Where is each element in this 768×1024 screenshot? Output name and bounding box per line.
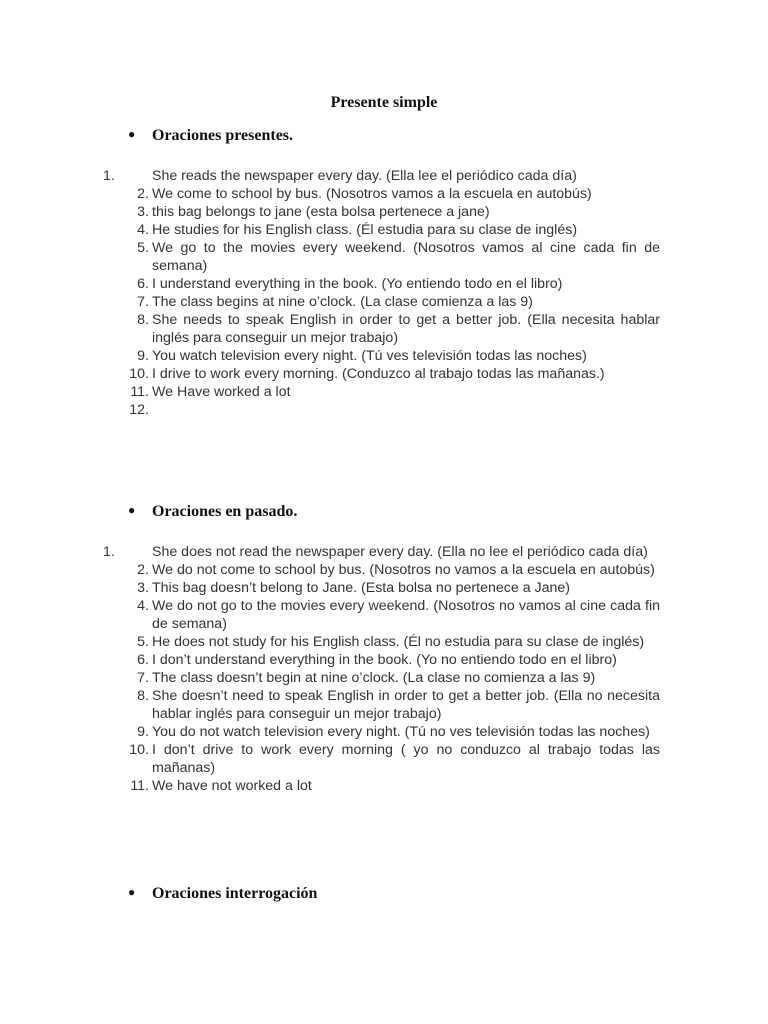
bullet-icon: ●	[128, 885, 136, 899]
item-number: 5.	[137, 240, 149, 256]
bullet-icon: ●	[128, 503, 136, 517]
present-sentences-list	[100, 167, 660, 418]
list-item	[100, 365, 660, 383]
list-item	[100, 347, 660, 365]
section-heading-interrogacion	[128, 885, 317, 905]
list-item	[100, 777, 660, 795]
item-text: this bag belongs to jane (esta bolsa pertenece a jane)	[152, 204, 490, 220]
item-number: 6.	[137, 276, 149, 292]
list-item	[100, 669, 660, 687]
section-heading-text: Oraciones presentes.	[152, 127, 294, 144]
item-number: 7.	[137, 670, 149, 686]
item-number: 2.	[137, 186, 149, 202]
bullet-icon: ●	[128, 127, 136, 141]
item-text: We do not go to the movies every weekend. (Nosotros no vamos al cine cada fin de semana)	[152, 598, 660, 632]
list-item	[100, 221, 660, 239]
item-number: 1.	[103, 544, 115, 560]
item-text: I understand everything in the book. (Yo entiendo todo en el libro)	[152, 276, 563, 292]
list-item	[100, 723, 660, 741]
item-text: She needs to speak English in order to get a better job. (Ella necesita hablar inglés para conseguir un mejor trabajo)	[152, 312, 660, 346]
list-item	[100, 293, 660, 311]
item-number: 2.	[137, 562, 149, 578]
item-text: She reads the newspaper every day. (Ella lee el periódico cada día)	[152, 168, 577, 184]
item-number: 3.	[137, 204, 149, 220]
section-heading-presentes	[128, 127, 293, 147]
item-text: We do not come to school by bus. (Nosotros no vamos a la escuela en autobús)	[152, 562, 655, 578]
item-text: We go to the movies every weekend. (Nosotros vamos al cine cada fin de semana)	[152, 240, 660, 274]
item-number: 12.	[129, 402, 149, 418]
list-item	[100, 383, 660, 401]
item-text: She does not read the newspaper every day. (Ella no lee el periódico cada día)	[152, 544, 648, 560]
item-text: You do not watch television every night. (Tú no ves televisión todas las noches)	[152, 724, 650, 740]
section-heading-text: Oraciones interrogación	[152, 885, 318, 902]
item-number: 3.	[137, 580, 149, 596]
list-item	[100, 167, 660, 185]
list-item	[100, 561, 660, 579]
list-item	[100, 275, 660, 293]
item-number: 4.	[137, 598, 149, 614]
item-number: 6.	[137, 652, 149, 668]
item-text: We come to school by bus. (Nosotros vamos a la escuela en autobús)	[152, 186, 592, 202]
list-item	[100, 203, 660, 221]
list-item	[100, 687, 660, 723]
item-number: 10.	[129, 742, 149, 758]
item-text: He studies for his English class. (Él estudia para su clase de inglés)	[152, 222, 578, 238]
item-text: I don’t understand everything in the book. (Yo no entiendo todo en el libro)	[152, 652, 617, 668]
page-title: Presente simple	[330, 94, 438, 111]
list-item	[100, 185, 660, 203]
item-number: 11.	[130, 778, 149, 794]
item-number: 11.	[130, 384, 149, 400]
item-number: 9.	[137, 724, 149, 740]
item-number: 9.	[137, 348, 149, 364]
item-number: 7.	[137, 294, 149, 310]
item-number: 8.	[137, 688, 149, 704]
list-item	[100, 633, 660, 651]
item-text: We have not worked a lot	[152, 778, 312, 794]
list-item	[100, 651, 660, 669]
list-item	[100, 543, 660, 561]
list-item	[100, 579, 660, 597]
section-heading-text: Oraciones en pasado.	[152, 503, 298, 520]
item-text: This bag doesn’t belong to Jane. (Esta bolsa no pertenece a Jane)	[152, 580, 571, 596]
item-text: I drive to work every morning. (Conduzco al trabajo todas las mañanas.)	[152, 366, 605, 382]
item-number: 10.	[129, 366, 149, 382]
past-sentences-list	[100, 543, 660, 795]
item-text: The class doesn’t begin at nine o’clock. (La clase no comienza a las 9)	[152, 670, 596, 686]
item-text: He does not study for his English class. (Él no estudia para su clase de inglés)	[152, 634, 645, 650]
item-number: 5.	[137, 634, 149, 650]
list-item	[100, 741, 660, 777]
item-number: 4.	[137, 222, 149, 238]
item-text: I don’t drive to work every morning ( yo no conduzco al trabajo todas las mañanas)	[152, 742, 660, 776]
item-text: You watch television every night. (Tú ves televisión todas las noches)	[152, 348, 587, 364]
item-text: She doesn’t need to speak English in order to get a better job. (Ella no necesita hablar inglés para conseguir un mejor trabajo)	[152, 688, 660, 722]
item-number: 1.	[103, 168, 115, 184]
list-item	[100, 311, 660, 347]
item-text: The class begins at nine o’clock. (La clase comienza a las 9)	[152, 294, 533, 310]
list-item	[100, 597, 660, 633]
item-text: We Have worked a lot	[152, 384, 291, 400]
section-heading-pasado	[128, 503, 297, 523]
item-number: 8.	[137, 312, 149, 328]
list-item	[100, 239, 660, 275]
